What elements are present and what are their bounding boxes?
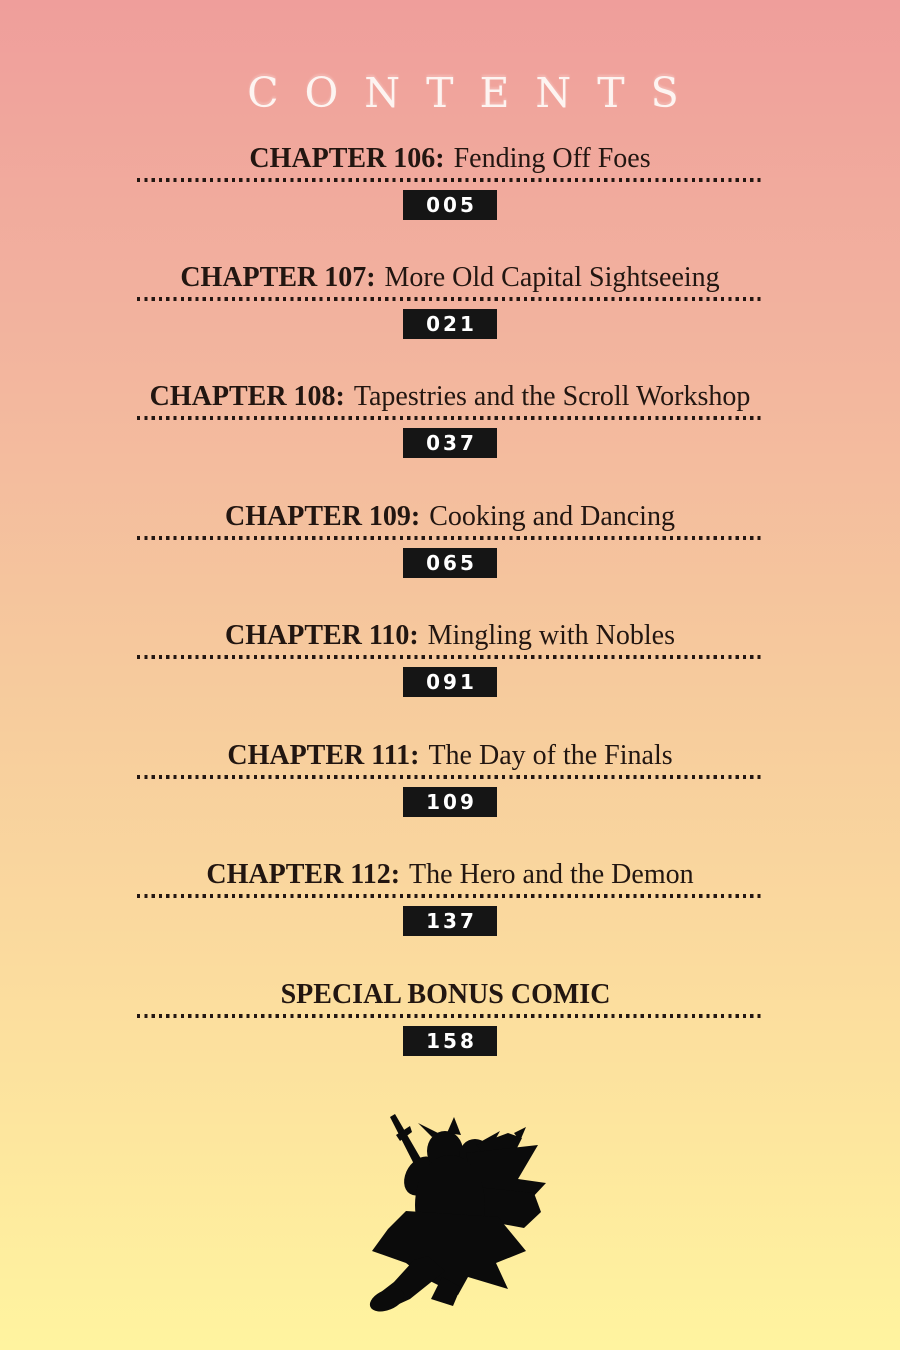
toc-entry-chapter-111 [0,740,900,817]
page-number: 065 [426,551,477,575]
characters-silhouette-graphic [348,1093,548,1315]
dotted-leader [137,536,764,540]
chapter-label: CHAPTER 110: [225,620,419,651]
chapter-title: The Hero and the Demon [409,859,694,890]
chapter-label: CHAPTER 107: [180,262,376,293]
dotted-leader [137,178,764,182]
chapter-title: Tapestries and the Scroll Workshop [353,381,751,412]
chapter-heading [225,501,675,533]
page-number: 137 [426,909,477,933]
chapter-label: CHAPTER 106: [249,143,445,174]
page-number: 037 [426,431,477,455]
chapter-label: CHAPTER 108: [149,381,345,412]
dotted-leader [137,297,764,301]
dotted-leader [137,416,764,420]
chapter-heading [227,740,672,772]
toc-entry-chapter-106 [0,143,900,220]
toc-entry-chapter-112 [0,859,900,936]
chapter-label: CHAPTER 112: [206,859,401,890]
dotted-leader [137,894,764,898]
chapter-title: Mingling with Nobles [427,620,675,651]
chapter-heading [281,979,620,1011]
chapter-label: CHAPTER 111: [227,740,420,771]
page-number-box [403,309,497,339]
page-number-box [403,906,497,936]
page-number: 091 [426,670,477,694]
chapter-heading [150,381,751,413]
dotted-leader [137,1014,764,1018]
page-number-box [403,787,497,817]
page-number: 005 [426,193,477,217]
chapter-heading [225,620,675,652]
page-number: 021 [426,312,477,336]
chapter-title: Fending Off Foes [453,143,651,174]
page-number-box [403,1026,497,1056]
page-number-box [403,667,497,697]
page-number-box [403,190,497,220]
chapter-heading [180,262,719,294]
chapter-title: The Day of the Finals [428,740,673,771]
page-number: 109 [426,790,477,814]
chapter-title: Cooking and Dancing [429,501,675,532]
dotted-leader [137,655,764,659]
page-title: CONTENTS [247,69,705,118]
chapter-title: More Old Capital Sightseeing [384,262,720,293]
chapter-label: SPECIAL BONUS COMIC [280,979,611,1010]
chapter-label: CHAPTER 109: [225,501,421,532]
chapter-heading [249,143,650,175]
page-number-box [403,428,497,458]
toc-entry-chapter-108 [0,381,900,458]
toc-entry-chapter-107 [0,262,900,339]
toc-entry-chapter-109 [0,501,900,578]
chapter-heading [206,859,693,891]
toc-entry-special-bonus [0,979,900,1056]
page-number: 158 [426,1029,477,1053]
dotted-leader [137,775,764,779]
page-number-box [403,548,497,578]
toc-entry-chapter-110 [0,620,900,697]
